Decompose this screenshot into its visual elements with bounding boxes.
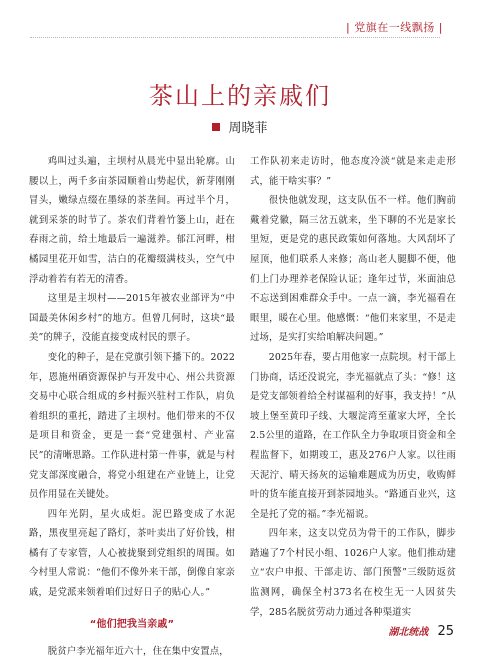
paragraph: 鸡叫过头遍，主坝村从晨光中显出轮廓。山腰以上，两千多亩茶园顺着山势起伏，新芽刚刚冒头，嫩绿点缀在墨绿的茶垄间。再过半个月，就到采茶的时节了。茶农们背着竹篓上山，赶在春雨之前，给土地最后一遍滋养。郁江河畔，柑橘园里花开如雪，洁白的花瓣缀满枝头，空气中浮动着若有若无的清香。 (29, 156, 235, 285)
column-label: 党旗在一线飘扬 (354, 21, 435, 34)
paragraph: 这里是主坝村——2015年被农业部评为“中国最美休闲乡村”的地方。但曾几何时，这块“最美”的牌子，没能直接变成村民的票子。 (29, 293, 235, 344)
paragraph: 2025年春，要占用他家一点院坝。村干部上门协商，话还没说完，李光福就点了头：“修！这是党支部领着给全村谋福利的好事，我支持！”从坡上堡至黄印子线、大堰淀湾至董家大坪，全长2.5公里的道路，在工作队全力争取项目资金和全程监督下，如期竣工，惠及276户人家。以往雨天泥泞、晴天扬灰的运输难题成为历史，收购鲜叶的货车能直接开到茶园地头。“路通百业兴，这全是托了党的福。”李光福说。 (250, 351, 456, 520)
paragraph: 四年来，这支以党员为骨干的工作队，脚步踏遍了7个村民小组、1026户人家。他们推动建立“农户申报、干部走访、部门预警”三级防返贫监测网，确保全村373名在校生无一人因贫失学，285名脱贫劳动力通过各种渠道实 (250, 528, 456, 618)
header-divider (30, 37, 440, 38)
magazine-name: 湖北统战 (388, 627, 429, 638)
author-line (0, 117, 480, 136)
author-square-icon (212, 123, 220, 131)
page-footer (388, 620, 454, 639)
paragraph: 很快他就发现，这支队伍不一样。他们胸前戴着党徽，隔三岔五就来，坐下聊的不光是家长里短，更是党的惠民政策如何落地。大风刮坏了屋顶，他们联系人来修；高山老人腿脚不便，他们上门办理养老保险认证；逢年过节，米面油总不忘送到困难群众手中。一点一滴，李光福看在眼里，暖在心里。他感慨：“他们来家里，不是走过场，是实打实给咱解决问题。” (250, 195, 456, 344)
paragraph: 变化的种子，是在党旗引领下播下的。2022年，恩施州硒资源保护与开发中心、州公共资源交易中心联合组成的乡村振兴驻村工作队，肩负着组织的重托，踏进了主坝村。他们带来的不仅是项目和资金，更是一套“党建强村、产业富民”的清晰思路。工作队进村第一件事，就是与村党支部深度融合，将党小组建在产业链上，让党员作用显在关键处。 (29, 351, 235, 501)
column-header: | 党旗在一线飘扬 | (346, 21, 443, 34)
paragraph: 四年光阴，星火成炬。泥巴路变成了水泥路，黑夜里亮起了路灯，茶叶卖出了好价钱，柑橘有了专家管，人心被拢聚到党组织的周围。如今村里人常说：“他们不像外来干部，倒像自家亲戚，是党派来领着咱们过好日子的贴心人。” (29, 508, 235, 599)
paragraph: 工作队初来走访时，他态度冷淡“就是来走走形式，能干啥实事？” (250, 156, 456, 187)
page-number: 25 (437, 624, 454, 639)
left-column (29, 152, 235, 662)
article-title: 茶山上的亲戚们 (149, 82, 331, 110)
right-column (250, 152, 456, 622)
section-subhead: “他们把我当亲戚” (89, 618, 175, 630)
author-name: 周晓菲 (228, 121, 268, 136)
paragraph: 脱贫户李光福年近六十，住在集中安置点， (47, 646, 229, 658)
